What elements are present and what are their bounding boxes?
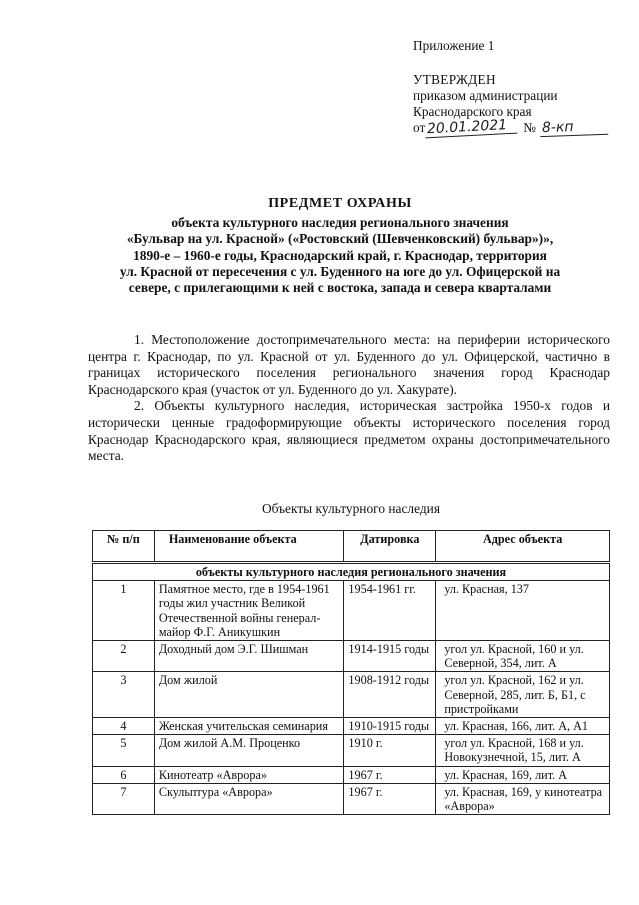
table-row [93,718,610,735]
approval-stamp [413,38,623,136]
table-row [93,783,610,814]
row-address: ул. Красная, 169, лит. А [436,766,610,783]
handwritten-number: 8-кп [540,119,609,137]
date-prefix: от [413,120,426,135]
table-row [93,641,610,672]
number-prefix: № [523,120,536,135]
header-date: Датировка [344,531,436,563]
title-line-5: севере, с прилегающими к ней с востока, запада и севера кварталами [128,280,552,296]
order-line-1: приказом администрации [413,88,558,103]
row-address: угол ул. Красной, 162 и ул. Северной, 285, лит. Б, Б1, с пристройками [436,672,610,718]
row-num: 7 [93,783,155,814]
table-caption: Объекты культурного наследия [261,501,440,516]
row-num: 4 [93,718,155,735]
row-date: 1908-1912 годы [344,672,436,718]
title-line-3: 1890-е – 1960-е годы, Краснодарский край, г. Краснодар, территория [133,247,547,263]
row-num: 5 [93,735,155,766]
section-title: объекты культурного наследия регионального значения [93,563,610,581]
row-date: 1954-1961 гг. [344,581,436,641]
row-num: 2 [93,641,155,672]
row-num: 6 [93,766,155,783]
order-date-number [413,117,623,138]
row-num: 1 [93,581,155,641]
row-name: Памятное место, где в 1954-1961 годы жил участник Великой Отечественной войны генерал-майор Ф.Г. Аникушкин [154,581,344,641]
row-address: угол ул. Красной, 168 и ул. Новокузнечной, 15, лит. А [436,735,610,766]
table-row [93,581,610,641]
row-date: 1910 г. [344,735,436,766]
row-name: Женская учительская семинария [154,718,344,735]
row-num: 3 [93,672,155,718]
approved-label: УТВЕРЖДЕН [413,72,496,87]
row-date: 1967 г. [344,783,436,814]
row-date: 1967 г. [344,766,436,783]
row-name: Дом жилой [154,672,344,718]
table-header-row [93,531,610,563]
row-address: ул. Красная, 137 [436,581,610,641]
row-address: угол ул. Красной, 160 и ул. Северной, 354, лит. А [436,641,610,672]
appendix-label: Приложение 1 [413,38,495,53]
heritage-objects-table [92,530,610,815]
table-row [93,766,610,783]
row-date: 1914-1915 годы [344,641,436,672]
row-address: ул. Красная, 169, у кинотеатра «Аврора» [436,783,610,814]
header-num: № п/п [93,531,155,563]
header-name: Наименование объекта [154,531,344,563]
title-line-2: «Бульвар на ул. Красной» («Ростовский (Шевченковский) бульвар»)», [126,231,554,247]
row-date: 1910-1915 годы [344,718,436,735]
row-address: ул. Красная, 166, лит. А, А1 [436,718,610,735]
title-main: ПРЕДМЕТ ОХРАНЫ [268,196,412,211]
paragraph-location: 1. Местоположение достопримечательного места: на периферии исторического центра г. Краснодар, по ул. Красной от ул. Буденного до ул. Офицерской, частично в границах исторического поселения регионального значения город Краснодар Краснодарского края (участок от ул. Буденного до ул. Хакурате). [88,332,610,397]
table-row [93,672,610,718]
table-row [93,735,610,766]
table-section-row [93,563,610,581]
header-address: Адрес объекта [436,531,610,563]
document-body [88,332,610,465]
paragraph-objects: 2. Объекты культурного наследия, историческая застройка 1950-х годов и исторически ценные градоформирующие объекты исторического поселения город Краснодар Краснодарского края, являющиеся предметом охраны достопримечательного места. [88,398,610,464]
title-line-1: объекта культурного наследия регионального значения [171,215,509,231]
row-name: Скульптура «Аврора» [154,783,344,814]
document-title [60,196,620,296]
row-name: Кинотеатр «Аврора» [154,766,344,783]
row-name: Доходный дом Э.Г. Шишман [154,641,344,672]
order-line-2: Краснодарского края [413,104,532,119]
handwritten-date: 20.01.2021 [425,118,518,139]
title-line-4: ул. Красной от пересечения с ул. Буденного на юге до ул. Офицерской на [119,263,561,279]
row-name: Дом жилой А.М. Проценко [154,735,344,766]
